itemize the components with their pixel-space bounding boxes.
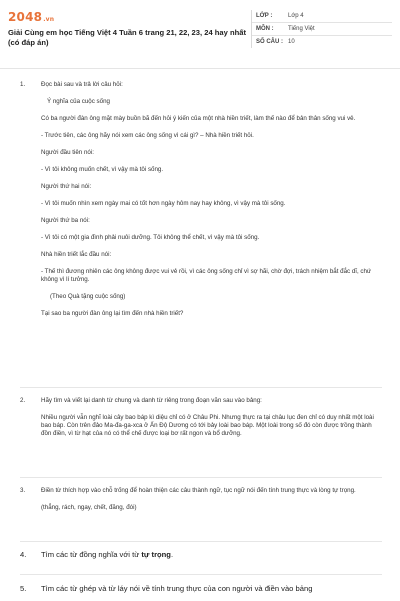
keyword: tự trọng xyxy=(141,550,171,559)
page-title: Giải Cùng em học Tiếng Việt 4 Tuần 6 trang 21, 22, 23, 24 hay nhất (có đáp án) xyxy=(8,28,247,47)
question-number: 1. xyxy=(20,81,26,88)
meta-row-subject xyxy=(252,23,392,36)
story-paragraph: Người thứ ba nói: xyxy=(41,217,90,224)
question-list xyxy=(0,68,400,601)
story-source: (Theo Quà tặng cuộc sống) xyxy=(50,293,126,300)
site-logo[interactable] xyxy=(8,10,54,24)
meta-key: LỚP : xyxy=(256,13,273,19)
divider xyxy=(20,477,382,478)
story-paragraph: - Vì tôi muốn nhìn xem ngày mai có tốt hơn ngày hôm nay hay không, vì vậy mà tôi sống. xyxy=(41,200,286,207)
divider xyxy=(20,387,382,388)
divider xyxy=(20,574,382,575)
question-prompt: Đọc bài sau và trả lời câu hỏi: xyxy=(41,81,123,88)
word-options: (thẳng, rách, ngay, chết, đăng, đói) xyxy=(41,504,137,511)
question-passage: Nhiều người vẫn nghĩ loài cây bao báp kì diệu chỉ có ở Châu Phi. Nhưng thực ra tại châu lục đen chỉ có duy nhất một loài bao báp. Còn trên đảo Ma-đa-ga-xca ở Ấn Độ Dương có tới bảy loài bao báp. Một loài trong số đó còn được trồng thành đồn điền, vì từ hạt của nó có thể chế được loại bơ rất ngon và bổ dưỡng. xyxy=(41,414,374,437)
question-number: 2. xyxy=(20,397,26,404)
meta-row-count xyxy=(252,36,392,48)
question-body xyxy=(41,81,383,327)
meta-value: Tiếng Việt xyxy=(288,26,315,32)
story-paragraph: - Thế thì đương nhiên các ông không được vui vẻ rồi, vì các ông sống chỉ vì sợ hãi, chờ đợi, trách nhiệm bắt đắc dĩ, chứ không vì lí tưởng. xyxy=(41,268,372,283)
question-body xyxy=(41,550,383,560)
question-text: Tìm các từ ghép và từ láy nói về tính trung thực của con người và điền vào bảng xyxy=(41,584,313,593)
question-prompt: Điền từ thích hợp vào chỗ trống để hoàn thiện các câu thành ngữ, tục ngữ nói đến tính trung thực và lòng tự trọng. xyxy=(41,487,356,494)
question-number: 4. xyxy=(20,550,27,559)
question-body xyxy=(41,487,383,521)
story-paragraph: - Trước tiên, các ông hãy nói xem các ông sống vì cái gì? – Nhà hiền triết hỏi. xyxy=(41,132,254,139)
story-paragraph: Người đầu tiên nói: xyxy=(41,149,94,156)
story-paragraph: - Vì tôi có một gia đình phải nuôi dưỡng. Tôi không thể chết, vì vậy mà tôi sống. xyxy=(41,234,260,241)
logo-text: 2048 xyxy=(8,10,43,24)
question-text-end: . xyxy=(170,550,174,559)
question-text: Tìm các từ đồng nghĩa với từ xyxy=(41,550,142,559)
question-ask: Tại sao ba người đàn ông lại tìm đến nhà hiền triết? xyxy=(41,310,184,317)
meta-value: Lớp 4 xyxy=(288,13,304,19)
meta-info-box xyxy=(251,10,392,48)
story-paragraph: Người thứ hai nói: xyxy=(41,183,92,190)
question-body xyxy=(41,397,383,447)
question-prompt: Hãy tìm và viết lại danh từ chung và danh từ riêng trong đoạn văn sau vào bảng: xyxy=(41,397,262,404)
story-paragraph: Có ba người đàn ông mặt mày buồn bã đến hỏi ý kiến của một nhà hiền triết, làm thế nào để bản thân sống vui vẻ. xyxy=(41,115,356,122)
meta-key: MÔN : xyxy=(256,26,274,32)
story-paragraph: - Vì tôi không muốn chết, vì vậy mà tôi sống. xyxy=(41,166,164,173)
meta-key: SỐ CÂU : xyxy=(256,39,283,45)
meta-value: 10 xyxy=(288,39,295,45)
meta-row-grade xyxy=(252,10,392,23)
story-title: Ý nghĩa của cuộc sống xyxy=(47,98,110,105)
question-number: 3. xyxy=(20,487,26,494)
question-number: 5. xyxy=(20,584,27,593)
page-header xyxy=(0,0,400,62)
divider xyxy=(20,541,382,542)
story-paragraph: Nhà hiền triết lắc đầu nói: xyxy=(41,251,112,258)
logo-suffix: .vn xyxy=(43,16,55,23)
